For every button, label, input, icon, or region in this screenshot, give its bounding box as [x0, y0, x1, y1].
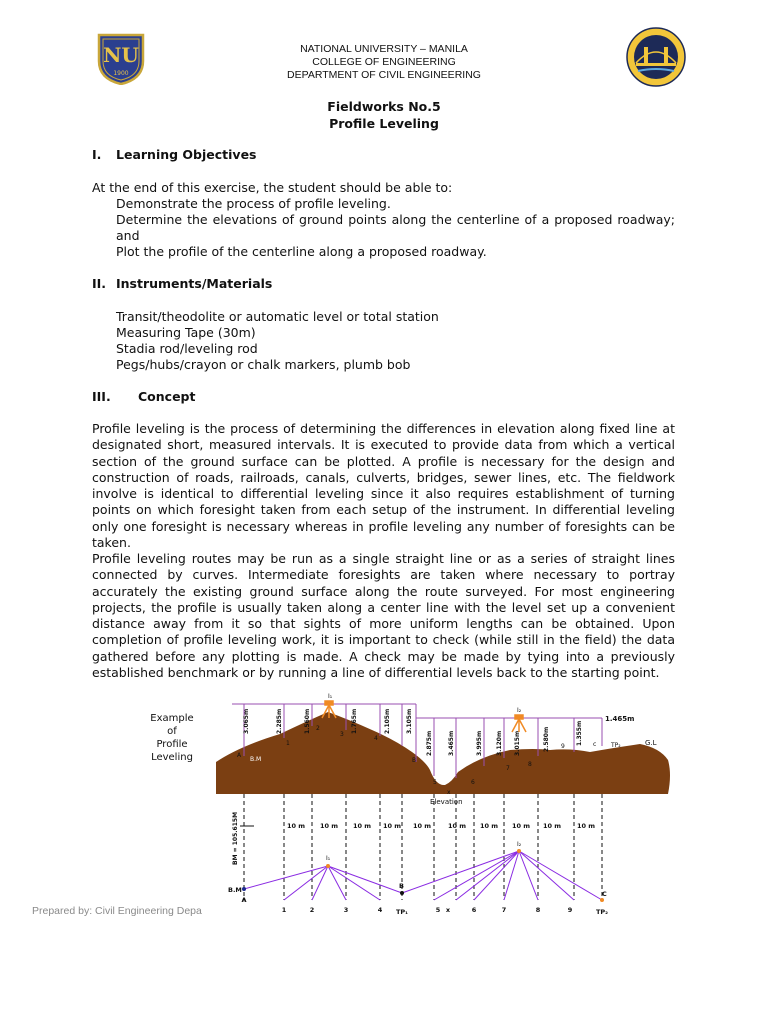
benchmark-marker [242, 887, 246, 891]
instrument-label: I₂ [517, 841, 522, 848]
spacing-label: 10 m [383, 822, 402, 830]
document-subtitle: Profile Leveling [329, 116, 439, 131]
section-number: I. [92, 147, 102, 162]
rod-reading: 1.355m [576, 720, 583, 746]
point-label: 4 [374, 735, 378, 742]
instrument-station-marker [517, 849, 521, 853]
section-heading-concept [92, 389, 195, 405]
ground-label-bm: B.M [250, 756, 262, 763]
concept-paragraph-2: Profile leveling routes may be run as a single straight line or as a series of straight lines connected by curves. Intermediate foresights are taken where necessary to portray accurately the existing ground surface along the route surveyed. For most engineering projects, the profile is usually taken along a center line with the level set up a convenient distance away from it so that sights of more uniform lengths can be obtained. Upon completion of profile leveling work, it is important to check (while still in the field) the data gathered before any plotting is made. A check may be made by tying into a previously established benchmark or by running a line of differential levels back to the starting point. [92, 551, 675, 681]
point-label: 3 [340, 731, 344, 738]
point-label: 5 [433, 779, 437, 786]
logo-letters: NU [103, 43, 139, 67]
bottom-b-label: B [399, 882, 404, 890]
ground-label-gl: G.L [645, 739, 657, 747]
instrument-item: Pegs/hubs/crayon or chalk markers, plumb bob [116, 357, 411, 372]
station-label: A [241, 896, 247, 904]
station-label: 6 [471, 906, 477, 914]
nu-shield-logo [96, 31, 146, 85]
point-label: 7 [506, 765, 510, 772]
station-label: 5 [435, 906, 441, 914]
point-label: 6 [471, 779, 475, 786]
spacing-label: 10 m [287, 822, 306, 830]
turning-point-marker [600, 898, 604, 902]
institution-line: NATIONAL UNIVERSITY – MANILA [300, 43, 468, 55]
department-seal-logo [626, 27, 686, 87]
spacing-label: 10 m [577, 822, 596, 830]
turning-point-marker [400, 891, 404, 895]
rod-reading: 2.285m [276, 708, 283, 734]
bottom-bm-label: B.M [228, 886, 242, 894]
figure-caption-line: Example [150, 713, 194, 724]
spacing-label: 10 m [413, 822, 432, 830]
section-title: Learning Objectives [116, 147, 257, 162]
spacing-label: 10 m [543, 822, 562, 830]
station-label: 4 [377, 906, 383, 914]
rod-reading: 3.105m [406, 708, 413, 734]
rod-reading: 1.765m [351, 708, 358, 734]
college-line: COLLEGE OF ENGINEERING [312, 56, 456, 68]
department-line: DEPARTMENT OF CIVIL ENGINEERING [287, 69, 481, 81]
point-label: 8 [528, 761, 532, 768]
station-label: 9 [567, 906, 573, 914]
point-label: TP₂ [611, 742, 621, 749]
point-label: 2 [316, 725, 320, 732]
objective-item: Demonstrate the process of profile leveling. [116, 196, 391, 211]
spacing-label: 10 m [512, 822, 531, 830]
footer-credit: Prepared by: Civil Engineering Depa [32, 905, 202, 917]
spacing-label: 10 m [353, 822, 372, 830]
station-label: TP₁ [395, 908, 409, 916]
benchmark-elevation: BM = 105.615M [232, 811, 239, 865]
section-title: Instruments/Materials [116, 276, 273, 291]
figure-caption-line: Profile [156, 739, 188, 750]
instrument-item: Transit/theodolite or automatic level or total station [116, 309, 439, 324]
station-label: 3 [343, 906, 349, 914]
section-heading-objectives [92, 147, 257, 163]
section-number: II. [92, 276, 107, 291]
instrument-label: I₁ [328, 693, 333, 700]
point-label: A [237, 752, 242, 759]
instrument-item: Measuring Tape (30m) [116, 325, 256, 340]
rod-reading: 3.015m [514, 730, 521, 756]
rod-reading: 1.560m [304, 708, 311, 734]
rod-reading: 2.875m [426, 730, 433, 756]
instrument-label: I₁ [326, 855, 331, 862]
instrument-label: I₂ [517, 707, 522, 714]
station-label: 7 [501, 906, 507, 914]
station-label: 8 [535, 906, 541, 914]
rod-reading: 2.105m [384, 708, 391, 734]
end-rod-reading: 1.465m [605, 715, 635, 723]
profile-leveling-diagram [140, 690, 680, 925]
spacing-label: 10 m [448, 822, 467, 830]
objectives-intro: At the end of this exercise, the student should be able to: [92, 180, 453, 195]
concept-paragraph-1: Profile leveling is the process of determining the differences in elevation along fixed line at designated short, measured intervals. It is executed to provide data from which a vertical section of the ground surface can be plotted. A profile is necessary for the design and construction of roads, railroads, canals, culverts, bridges, sewer lines, etc. The fieldwork involve is identical to differential leveling since it also requires establishment of turning points on which foresight taken from each setup of the instrument. In differential leveling only one foresight is necessary whereas in profile leveling any number of foresights can be taken. [92, 421, 675, 551]
bottom-c-label: C [602, 890, 607, 898]
section-title: Concept [138, 389, 196, 404]
rod-reading: 2.580m [543, 726, 550, 752]
figure-caption-line: Leveling [151, 752, 193, 763]
rod-reading: 3.065m [243, 708, 250, 734]
point-label: 1 [286, 740, 290, 747]
station-label: 1 [281, 906, 287, 914]
objective-item: Determine the elevations of ground points along the centerline of a proposed roadway; [116, 212, 675, 227]
objective-item-continued: and [116, 228, 140, 243]
point-label: c [593, 741, 597, 748]
station-label: x [445, 906, 451, 914]
point-label: 9 [561, 743, 565, 750]
station-label: 2 [309, 906, 315, 914]
logo-year: 1900 [113, 70, 129, 77]
instrument-item: Stadia rod/leveling rod [116, 341, 258, 356]
rod-reading: 3.995m [476, 730, 483, 756]
instrument-station-marker [326, 864, 330, 868]
elevation-label: Elevation [430, 798, 463, 806]
section-number: III. [92, 389, 111, 404]
point-label: x [447, 789, 451, 796]
document-title: Fieldworks No.5 [327, 99, 441, 114]
spacing-label: 10 m [320, 822, 339, 830]
section-heading-instruments [92, 276, 272, 292]
rod-reading: 3.120m [496, 730, 503, 756]
point-label: B [412, 757, 417, 764]
objective-item: Plot the profile of the centerline along a proposed roadway. [116, 244, 487, 259]
rod-reading: 3.465m [448, 730, 455, 756]
figure-caption-line: of [167, 726, 177, 737]
station-label: TP₂ [595, 908, 609, 916]
spacing-label: 10 m [480, 822, 499, 830]
